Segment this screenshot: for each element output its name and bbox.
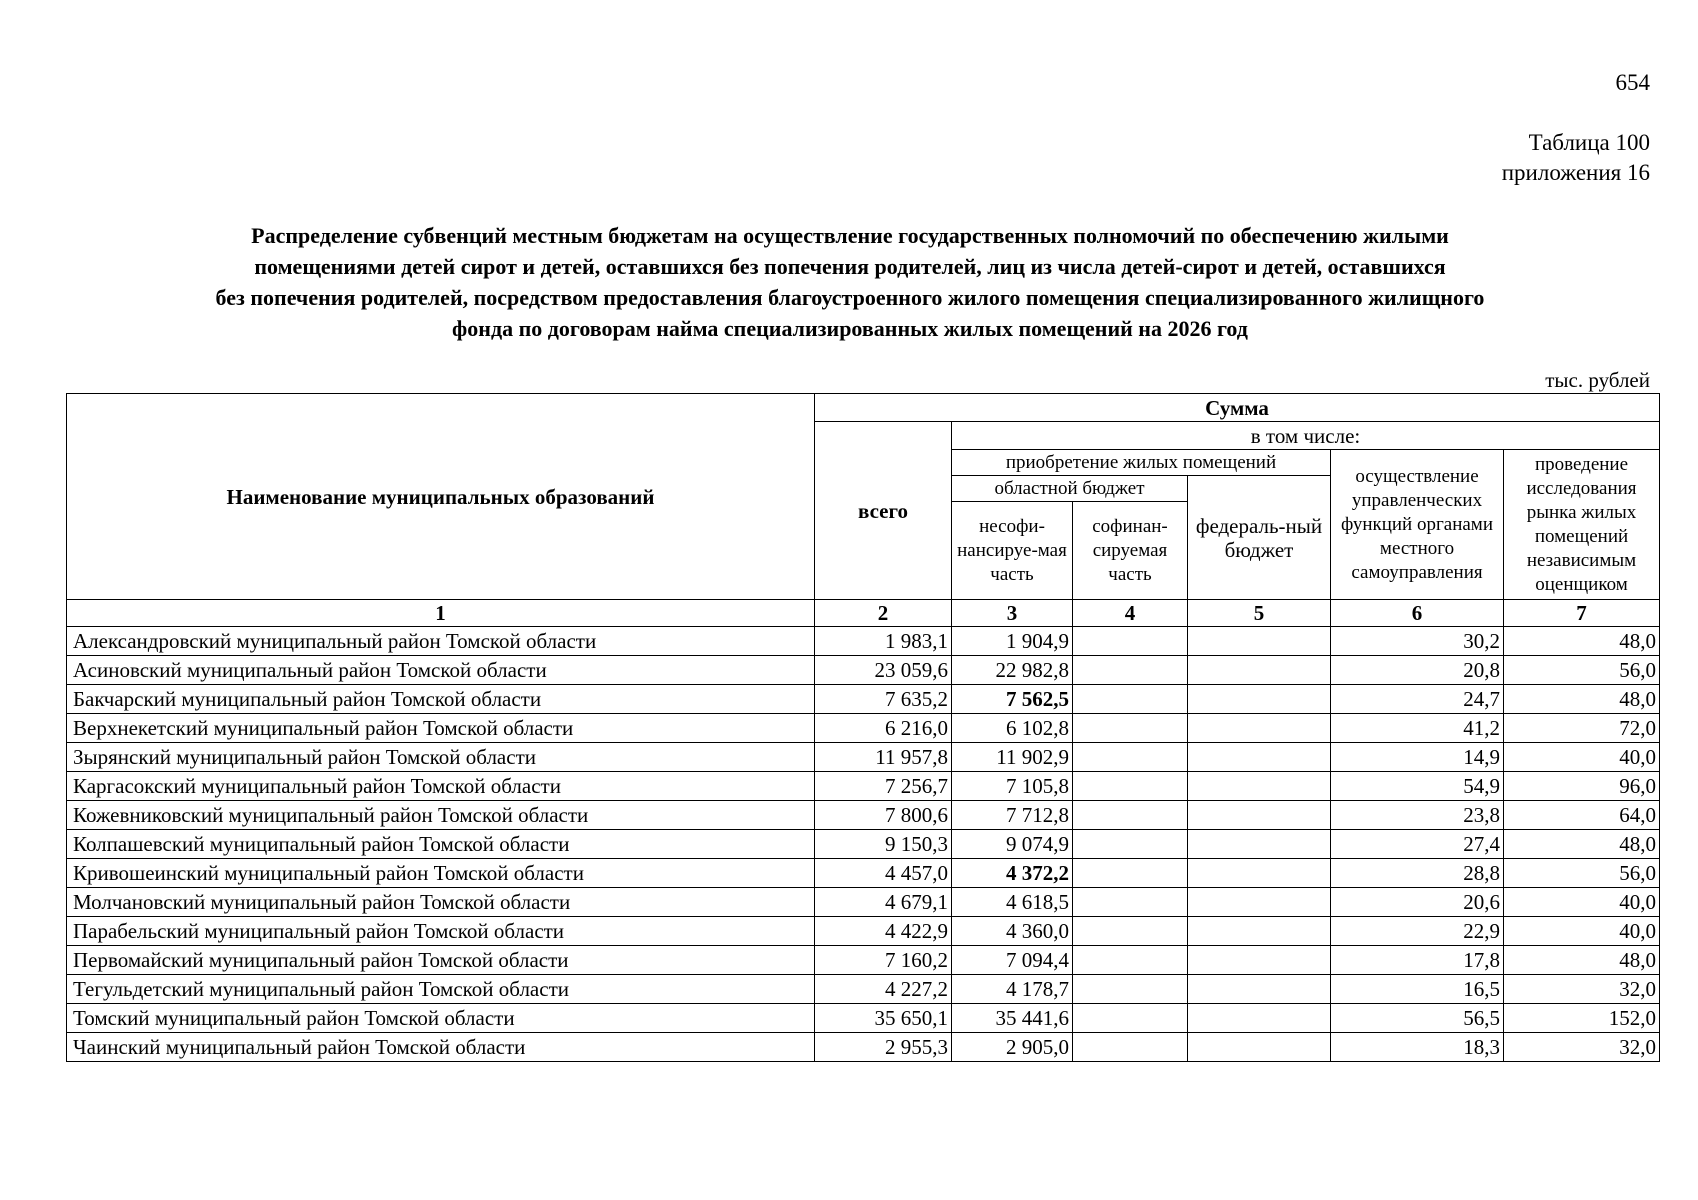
market-research-cell: 56,0 [1504,656,1660,685]
admin-functions-cell: 23,8 [1331,801,1504,830]
non-cofinanced-cell: 7 712,8 [952,801,1073,830]
non-cofinanced-cell: 4 618,5 [952,888,1073,917]
admin-functions-cell: 20,6 [1331,888,1504,917]
federal-budget-cell [1188,830,1331,859]
cofinanced-cell [1073,888,1188,917]
federal-budget-cell [1188,656,1331,685]
header-municipality: Наименование муниципальных образований [67,394,815,600]
federal-budget-cell [1188,1004,1331,1033]
cofinanced-cell [1073,743,1188,772]
column-number: 1 [67,600,815,627]
header-total: всего [815,422,952,600]
total-cell: 23 059,6 [815,656,952,685]
table-row [67,656,1660,685]
municipality-name: Александровский муниципальный район Томской области [67,627,815,656]
federal-budget-cell [1188,772,1331,801]
header-acquisition: приобретение жилых помещений [952,450,1331,476]
table-row [67,946,1660,975]
non-cofinanced-cell: 4 372,2 [952,859,1073,888]
federal-budget-cell [1188,888,1331,917]
title-line: помещениями детей сирот и детей, оставшихся без попечения родителей, лиц из числа детей-сирот и детей, оставшихся [254,254,1446,279]
column-number: 7 [1504,600,1660,627]
table-row [67,1033,1660,1062]
header-including: в том числе: [952,422,1660,450]
municipality-name: Чаинский муниципальный район Томской области [67,1033,815,1062]
market-research-cell: 40,0 [1504,888,1660,917]
total-cell: 35 650,1 [815,1004,952,1033]
federal-budget-cell [1188,917,1331,946]
units-label: тыс. рублей [1545,368,1650,392]
federal-budget-cell [1188,946,1331,975]
column-number: 4 [1073,600,1188,627]
table-row [67,888,1660,917]
federal-budget-cell [1188,743,1331,772]
federal-budget-cell [1188,859,1331,888]
admin-functions-cell: 28,8 [1331,859,1504,888]
non-cofinanced-cell: 2 905,0 [952,1033,1073,1062]
column-number: 3 [952,600,1073,627]
column-number: 5 [1188,600,1331,627]
market-research-cell: 40,0 [1504,743,1660,772]
cofinanced-cell [1073,859,1188,888]
admin-functions-cell: 27,4 [1331,830,1504,859]
table-row [67,772,1660,801]
non-cofinanced-cell: 7 562,5 [952,685,1073,714]
total-cell: 4 679,1 [815,888,952,917]
non-cofinanced-cell: 11 902,9 [952,743,1073,772]
municipality-name: Кривошеинский муниципальный район Томской области [67,859,815,888]
column-number: 2 [815,600,952,627]
total-cell: 1 983,1 [815,627,952,656]
table-row [67,685,1660,714]
total-cell: 7 256,7 [815,772,952,801]
municipality-name: Тегульдетский муниципальный район Томской области [67,975,815,1004]
table-row [67,830,1660,859]
cofinanced-cell [1073,1033,1188,1062]
header-market-research: проведение исследования рынка жилых помещений независимым оценщиком [1504,450,1660,600]
market-research-cell: 64,0 [1504,801,1660,830]
municipality-name: Бакчарский муниципальный район Томской области [67,685,815,714]
non-cofinanced-cell: 7 105,8 [952,772,1073,801]
cofinanced-cell [1073,627,1188,656]
appendix-ref-line: приложения 16 [1501,160,1650,185]
column-number: 6 [1331,600,1504,627]
market-research-cell: 96,0 [1504,772,1660,801]
table-row [67,743,1660,772]
cofinanced-cell [1073,772,1188,801]
admin-functions-cell: 56,5 [1331,1004,1504,1033]
municipality-name: Зырянский муниципальный район Томской области [67,743,815,772]
cofinanced-cell [1073,714,1188,743]
table-body [67,627,1660,1062]
table-ref-line: Таблица 100 [1528,130,1650,155]
cofinanced-cell [1073,946,1188,975]
cofinanced-cell [1073,1004,1188,1033]
cofinanced-cell [1073,917,1188,946]
admin-functions-cell: 24,7 [1331,685,1504,714]
municipality-name: Молчановский муниципальный район Томской области [67,888,815,917]
market-research-cell: 32,0 [1504,1033,1660,1062]
non-cofinanced-cell: 22 982,8 [952,656,1073,685]
admin-functions-cell: 17,8 [1331,946,1504,975]
total-cell: 2 955,3 [815,1033,952,1062]
municipality-name: Кожевниковский муниципальный район Томской области [67,801,815,830]
federal-budget-cell [1188,685,1331,714]
total-cell: 7 160,2 [815,946,952,975]
table-row [67,859,1660,888]
subvention-table [66,393,1660,1062]
table-row [67,714,1660,743]
table-reference [1502,128,1650,188]
cofinanced-cell [1073,830,1188,859]
market-research-cell: 48,0 [1504,946,1660,975]
header-admin-functions: осуществление управленческих функций органами местного самоуправления [1331,450,1504,600]
municipality-name: Парабельский муниципальный район Томской области [67,917,815,946]
total-cell: 4 227,2 [815,975,952,1004]
admin-functions-cell: 18,3 [1331,1033,1504,1062]
title-line: без попечения родителей, посредством предоставления благоустроенного жилого помещения специализированного жилищного [215,285,1485,310]
header-sum: Сумма [815,394,1660,422]
table-row [67,801,1660,830]
total-cell: 4 422,9 [815,917,952,946]
federal-budget-cell [1188,801,1331,830]
federal-budget-cell [1188,975,1331,1004]
title-line: фонда по договорам найма специализированных жилых помещений на 2026 год [452,316,1248,341]
market-research-cell: 48,0 [1504,830,1660,859]
total-cell: 4 457,0 [815,859,952,888]
admin-functions-cell: 41,2 [1331,714,1504,743]
admin-functions-cell: 16,5 [1331,975,1504,1004]
document-title [60,220,1640,344]
market-research-cell: 72,0 [1504,714,1660,743]
non-cofinanced-cell: 4 360,0 [952,917,1073,946]
total-cell: 9 150,3 [815,830,952,859]
header-regional-budget: областной бюджет [952,476,1188,502]
non-cofinanced-cell: 6 102,8 [952,714,1073,743]
cofinanced-cell [1073,975,1188,1004]
admin-functions-cell: 20,8 [1331,656,1504,685]
market-research-cell: 40,0 [1504,917,1660,946]
table-row [67,627,1660,656]
market-research-cell: 48,0 [1504,685,1660,714]
admin-functions-cell: 22,9 [1331,917,1504,946]
total-cell: 6 216,0 [815,714,952,743]
header-federal-budget: федераль-ный бюджет [1188,476,1331,600]
federal-budget-cell [1188,714,1331,743]
table-row [67,1004,1660,1033]
federal-budget-cell [1188,1033,1331,1062]
page-number: 654 [1615,70,1650,95]
municipality-name: Томский муниципальный район Томской области [67,1004,815,1033]
admin-functions-cell: 30,2 [1331,627,1504,656]
non-cofinanced-cell: 7 094,4 [952,946,1073,975]
municipality-name: Первомайский муниципальный район Томской области [67,946,815,975]
municipality-name: Верхнекетский муниципальный район Томской области [67,714,815,743]
cofinanced-cell [1073,656,1188,685]
admin-functions-cell: 54,9 [1331,772,1504,801]
total-cell: 11 957,8 [815,743,952,772]
non-cofinanced-cell: 4 178,7 [952,975,1073,1004]
header-non-cofinanced: несофи-нансируе-мая часть [952,502,1073,600]
header-cofinanced: софинан-сируемая часть [1073,502,1188,600]
federal-budget-cell [1188,627,1331,656]
total-cell: 7 635,2 [815,685,952,714]
municipality-name: Каргасокский муниципальный район Томской области [67,772,815,801]
table-row [67,975,1660,1004]
cofinanced-cell [1073,685,1188,714]
market-research-cell: 152,0 [1504,1004,1660,1033]
column-number-row [67,600,1660,627]
table-row [67,917,1660,946]
non-cofinanced-cell: 35 441,6 [952,1004,1073,1033]
municipality-name: Асиновский муниципальный район Томской области [67,656,815,685]
municipality-name: Колпашевский муниципальный район Томской области [67,830,815,859]
title-line: Распределение субвенций местным бюджетам на осуществление государственных полномочий по обеспечению жилыми [251,223,1449,248]
admin-functions-cell: 14,9 [1331,743,1504,772]
market-research-cell: 48,0 [1504,627,1660,656]
non-cofinanced-cell: 1 904,9 [952,627,1073,656]
total-cell: 7 800,6 [815,801,952,830]
non-cofinanced-cell: 9 074,9 [952,830,1073,859]
market-research-cell: 32,0 [1504,975,1660,1004]
cofinanced-cell [1073,801,1188,830]
market-research-cell: 56,0 [1504,859,1660,888]
